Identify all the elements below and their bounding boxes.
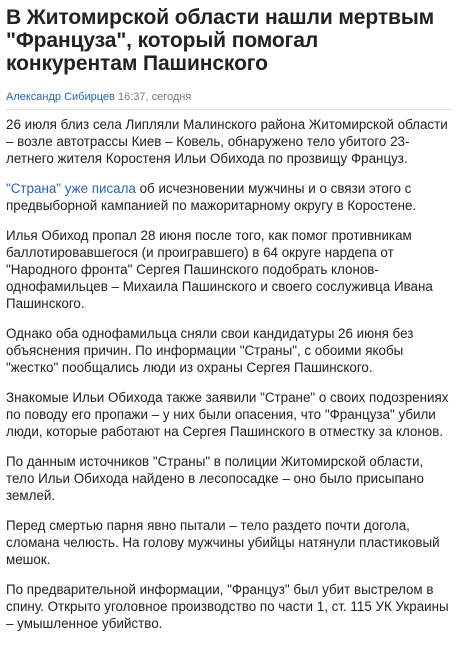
author-link[interactable]: Александр Сибирцев xyxy=(6,91,115,103)
paragraph-6: По данным источников "Страны" в полиции Житомирской области, тело Ильи Обихода найдено в лесопосадке – оно было присыпано землей. xyxy=(6,454,424,503)
strana-wrote-link[interactable]: "Страна" уже писала xyxy=(6,181,136,196)
paragraph-1: 26 июля близ села Липляли Малинского района Житомирской области – возле автотрассы Киев – Ковель, обнаружено тело убитого 23-летнего жителя Коростеня Ильи Обихода по прозвищу Француз. xyxy=(6,117,448,166)
paragraph-2-text: об исчезновении мужчины и о связи этого с предвыборной кампанией по мажоритарному округу в Коростене. xyxy=(6,181,417,213)
paragraph-2 xyxy=(6,180,452,214)
article-meta xyxy=(6,90,452,110)
paragraph-7: Перед смертью парня явно пытали – тело раздето почти догола, сломана челюсть. На голову мужчины убийцы натянули пластиковый мешок. xyxy=(6,518,440,567)
paragraph-8: По предварительной информации, "Француз" был убит выстрелом в спину. Открыто уголовное производство по части 1, ст. 115 УК Украины – умышленное убийство. xyxy=(6,582,449,631)
publish-time: 16:37, сегодня xyxy=(117,91,192,103)
paragraph-4: Однако оба однофамильца сняли свои кандидатуры 26 июня без объяснения причин. По информации "Страны", с обоими якобы "жестко" пообщались люди из охраны Сергея Пашинского. xyxy=(6,326,414,375)
paragraph-5: Знакомые Ильи Обихода также заявили "Стране" о своих подозрениях по поводу его пропажи – у них были опасения, что "Француза" убили люди, которые работают на Сергея Пашинского в отместку за клонов. xyxy=(6,390,449,439)
article-body xyxy=(6,116,452,632)
article-title: В Житомирской области нашли мертвым "Француза", который помогал конкурентам Пашинского xyxy=(6,6,435,75)
paragraph-3: Илья Обиход пропал 28 июня после того, как помог противникам баллотировавшегося (и проигравшего) в 64 округе нардепа от "Народного фронта" Сергея Пашинского подобрать клонов-однофамильцев – Михаила Пашинского и своего сослуживца Ивана Пашинского. xyxy=(6,228,433,311)
